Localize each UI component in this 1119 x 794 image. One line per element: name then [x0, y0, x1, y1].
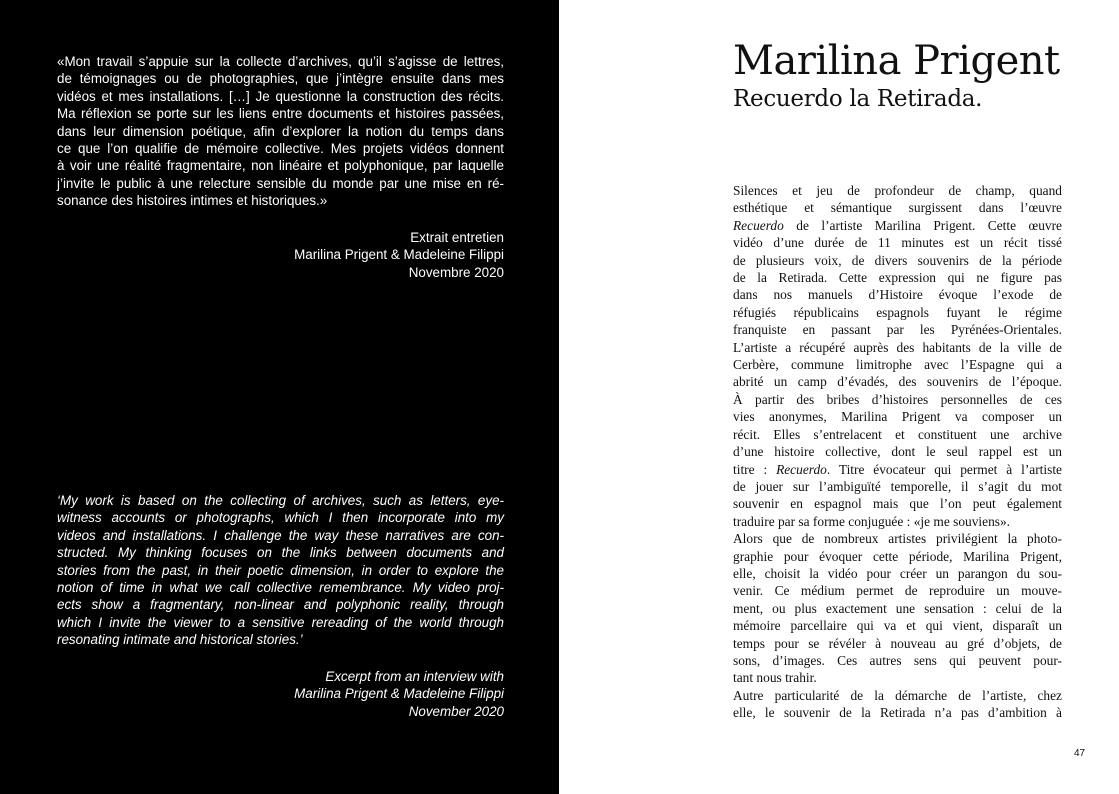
body-line: abrité un camp d’évadés, des souvenirs de l’époque. [733, 374, 1062, 390]
body-line: d’une histoire collective, dont le seul rappel est un [733, 444, 1062, 460]
body-line: ment, ou plus exactement une sensation : celui de la [733, 600, 1062, 616]
body-line: Cerbère, commune limitrophe avec l’Espagne qui a [733, 357, 1062, 373]
body-line: titre : Recuerdo. Titre évocateur qui permet à l’artiste [733, 461, 1062, 477]
quote-fr-line: dans leur dimension poétique, afin d’explorer la notion du temps dans [57, 123, 504, 139]
essay-body [733, 182, 1062, 722]
attribution-english [57, 668, 504, 720]
quote-fr-line: Ma réflexion se porte sur les liens entre documents et histoires passées, [57, 106, 504, 122]
quote-fr-line: vidéos et mes installations. […] Je questionne la construction des récits. [57, 88, 504, 104]
body-line: tant nous trahir. [733, 670, 817, 686]
body-line: franquiste en passant par les Pyrénées-Orientales. [733, 322, 1062, 338]
quote-en-line: witness accounts or photographs, which I then incorporate into my [57, 510, 504, 526]
body-line: récit. Elles s’entrelacent et constituent une archive [733, 426, 1062, 442]
body-line: Alors que de nombreux artistes privilégient la photo- [733, 531, 1062, 547]
body-line: graphie pour évoquer cette période, Marilina Prigent, [733, 548, 1062, 564]
body-line: de la Retirada. Cette expression qui ne figure pas [733, 270, 1062, 286]
quote-en-line: resonating intimate and historical stories.’ [57, 632, 303, 648]
body-line: L’artiste a récupéré auprès des habitants de la ville de [733, 339, 1062, 355]
quote-fr-line: «Mon travail s’appuie sur la collecte d’archives, qu’il s’agisse de lettres, [57, 54, 504, 69]
work-subtitle: Recuerdo la Retirada. [733, 86, 983, 112]
body-line: Recuerdo de l’artiste Marilina Prigent. Cette œuvre [733, 217, 1062, 233]
body-line: Autre particularité de la démarche de l’artiste, chez [733, 687, 1062, 703]
attribution-en-line: Excerpt from an interview with [325, 669, 504, 684]
quote-en-line: ects show a fragmentary, non-linear and polyphonic reality, through [57, 597, 504, 613]
attribution-french [57, 229, 504, 281]
attribution-en-line: November 2020 [408, 703, 504, 719]
quote-fr-line: de témoignages ou de photographies, que j’intègre ensuite dans mes [57, 71, 504, 87]
body-line: de plusieurs voix, de divers souvenirs de la période [733, 252, 1062, 268]
body-line: elle, choisit la vidéo pour créer un parangon du sou- [733, 565, 1062, 581]
artist-title: Marilina Prigent [733, 38, 1060, 84]
quote-en-line: which I invite the viewer to a sensitive rereading of the world through [57, 614, 504, 630]
attribution-fr-line: Extrait entretien [410, 230, 504, 245]
quote-en-line: videos and installations. I challenge the way these narratives are con- [57, 527, 504, 543]
attribution-fr-line: Novembre 2020 [408, 264, 504, 280]
quote-fr-line: sonance des histoires intimes et historiques.» [57, 193, 328, 209]
body-line: vidéo d’une durée de 11 minutes est un récit tissé [733, 235, 1062, 251]
body-line: venir. Ce médium permet de reproduire un mouve- [733, 583, 1062, 599]
body-line: souvenir en espagnol mais que l’on peut également [733, 496, 1062, 512]
body-line: de jouer sur l’ambiguïté temporelle, il s’agit du mot [733, 478, 1062, 494]
page-number: 47 [1074, 748, 1086, 759]
body-line: traduire par sa forme conjuguée : «je me souviens». [733, 513, 1011, 529]
attribution-en-line: Marilina Prigent & Madeleine Filippi [294, 686, 504, 702]
body-line: sons, d’images. Ces autres sens qui peuvent pour- [733, 652, 1062, 668]
body-line: dans nos manuels d’Histoire évoque l’exode de [733, 287, 1062, 303]
body-line: elle, le souvenir de la Retirada n’a pas d’ambition à [733, 705, 1062, 721]
body-line: esthétique et sémantique surgissent dans l’œuvre [733, 200, 1062, 216]
body-line: temps pour se révéler à nouveau au gré d’objets, de [733, 635, 1062, 651]
body-line: vies anonymes, Marilina Prigent va composer un [733, 409, 1062, 425]
quote-fr-line: à voir une réalité fragmentaire, non linéaire et polyphonique, par laquelle [57, 158, 504, 174]
quote-english [57, 492, 504, 649]
body-line: Silences et jeu de profondeur de champ, quand [733, 183, 1062, 198]
left-page [0, 0, 559, 794]
quote-en-line: ‘My work is based on the collecting of archives, such as letters, eye- [57, 493, 504, 508]
body-line: À partir des bribes d’histoires personnelles de ces [733, 391, 1062, 407]
quote-en-line: structed. My thinking focuses on the links between documents and [57, 545, 504, 561]
body-line: mémoire parcellaire qui va et qui vient, disparaît un [733, 618, 1062, 634]
quote-en-line: stories from the past, in their poetic dimension, in order to explore the [57, 562, 504, 578]
quote-french [57, 53, 504, 210]
attribution-fr-line: Marilina Prigent & Madeleine Filippi [294, 247, 504, 263]
quote-en-line: notion of time in what we call collective remembrance. My video proj- [57, 580, 504, 596]
body-line: réfugiés républicains espagnols fuyant le régime [733, 304, 1062, 320]
quote-fr-line: j’invite le public à une relecture sensible du monde par une mise en ré- [57, 175, 504, 191]
quote-fr-line: ce que l’on qualifie de mémoire collective. Mes projets vidéos donnent [57, 141, 504, 157]
